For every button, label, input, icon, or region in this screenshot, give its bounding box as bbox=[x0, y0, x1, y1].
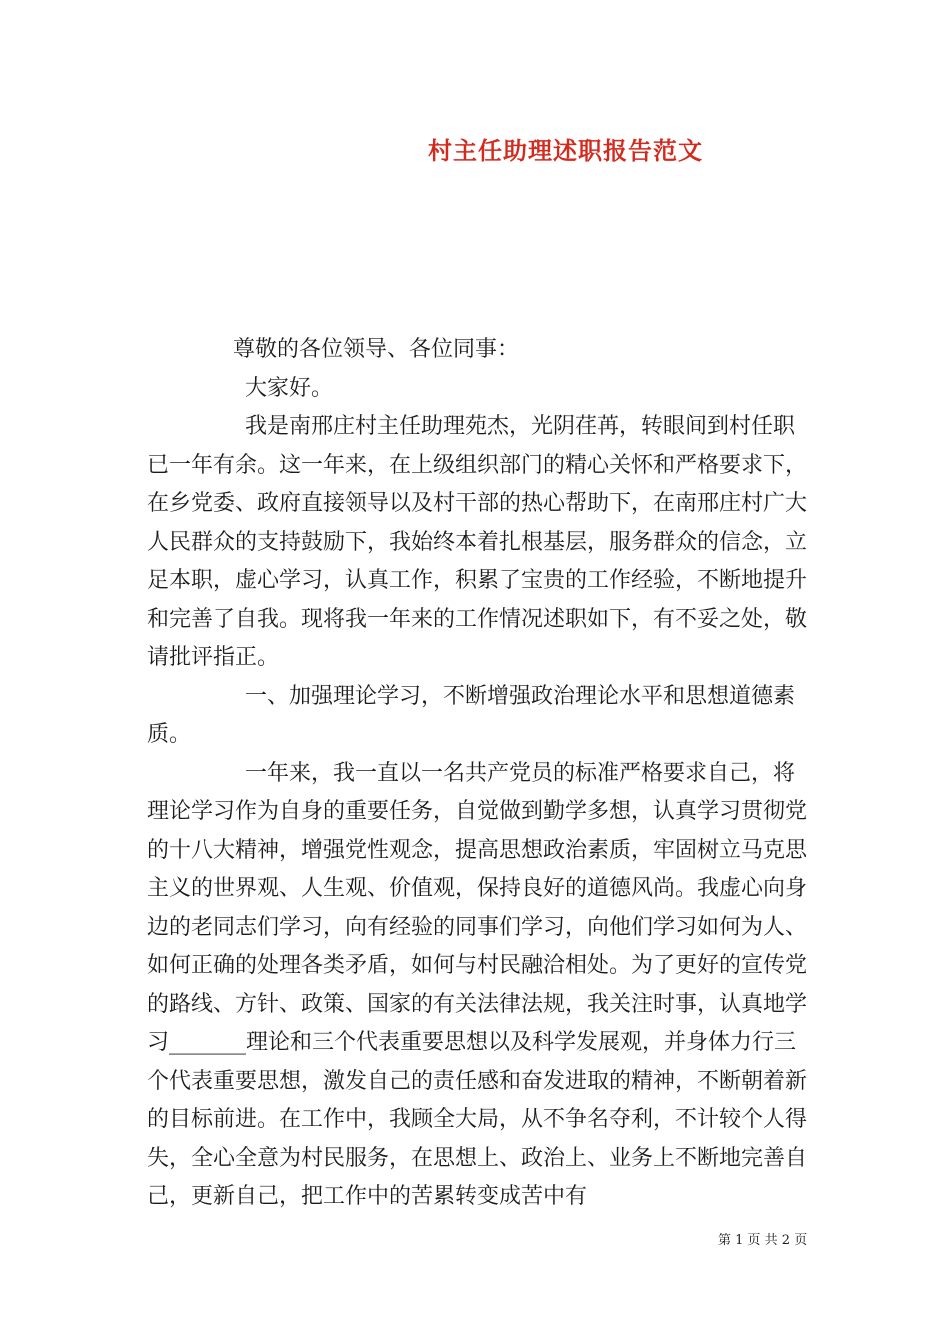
section-1-paragraph: 一年来，我一直以一名共产党员的标准严格要求自己，将理论学习作为自身的重要任务，自觉做到勤学多想，认真学习贯彻党的十八大精神，增强党性观念，提高思想政治素质，牢固树立马克思主义的世界观、人生观、价值观，保持良好的道德风尚。我虚心向身边的老同志们学习，向有经验的同事们学习，向他们学习如何为人、如何正确的处理各类矛盾，如何与村民融洽相处。为了更好的宣传党的路线、方针、政策、国家的有关法律法规，我关注时事，认真地学习_______理论和三个代表重要思想以及科学发展观，并身体力行三个代表重要思想，激发自己的责任感和奋发进取的精神，不断朝着新的目标前进。在工作中，我顾全大局，从不争名夺利，不计较个人得失，全心全意为村民服务，在思想上、政治上、业务上不断地完善自己，更新自己，把工作中的苦累转变成苦中有 bbox=[147, 760, 808, 1209]
salutation-paragraph: 尊敬的各位领导、各位同事： bbox=[233, 337, 520, 362]
document-title: 村主任助理述职报告范文 bbox=[428, 136, 703, 165]
greeting-paragraph: 大家好。 bbox=[245, 375, 334, 401]
intro-paragraph: 我是南邢庄村主任助理苑杰，光阴荏苒，转眼间到村任职已一年有余。这一年来，在上级组织部门的精心关怀和严格要求下，在乡党委、政府直接领导以及村干部的热心帮助下，在南邢庄村广大人民群众的支持鼓励下，我始终本着扎根基层，服务群众的信念，立足本职，虚心学习，认真工作，积累了宝贵的工作经验，不断地提升和完善了自我。现将我一年来的工作情况述职如下，有不妥之处，敬请批评指正。 bbox=[147, 414, 808, 670]
section-heading-1: 一、加强理论学习，不断增强政治理论水平和思想道德素质。 bbox=[147, 683, 796, 747]
document-body bbox=[147, 331, 807, 1217]
page-number: 第 1 页 共 2 页 bbox=[718, 1233, 808, 1248]
